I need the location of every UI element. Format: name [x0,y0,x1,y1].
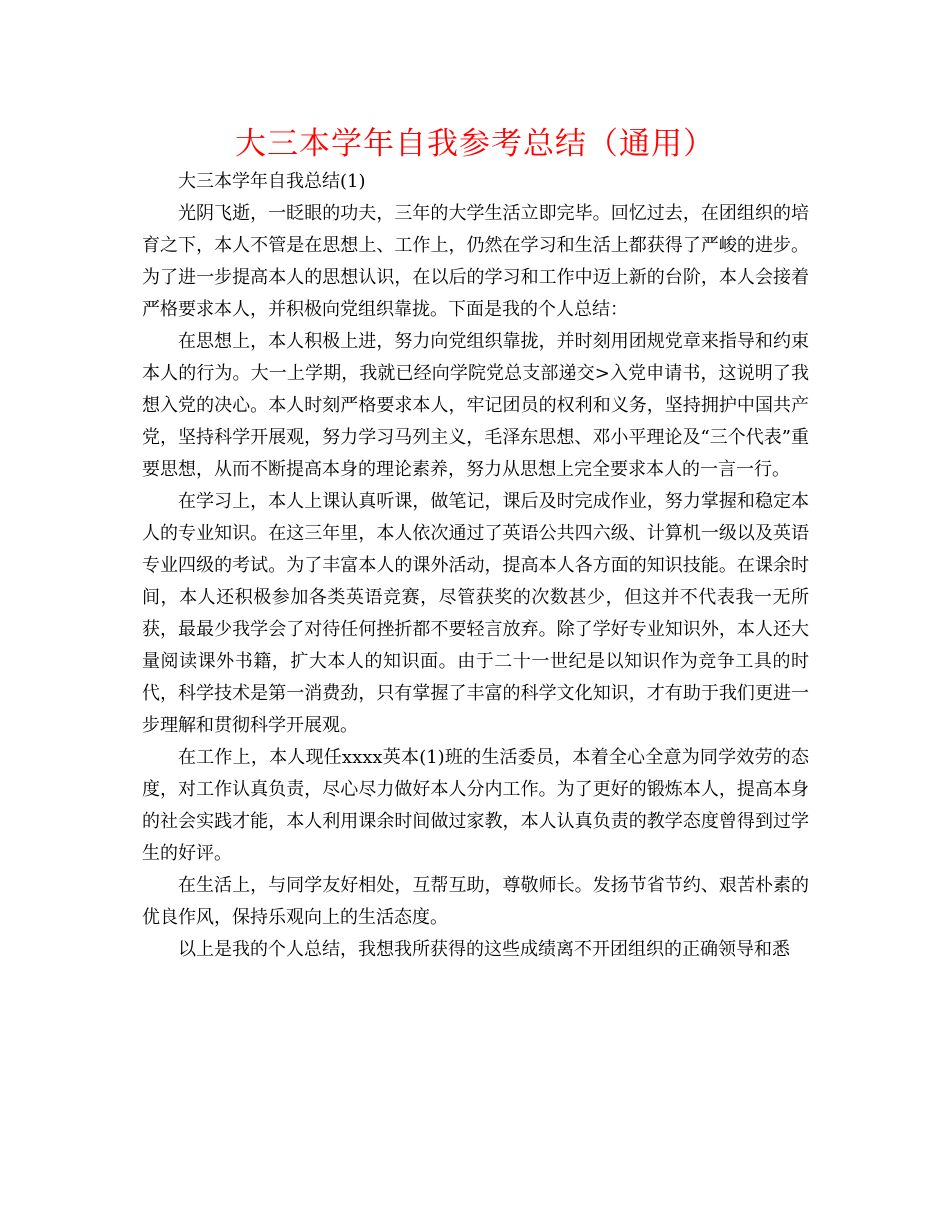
paragraph-intro: 光阴飞逝，一眨眼的功夫，三年的大学生活立即完毕。回忆过去，在团组织的培育之下，本人不管是在思想上、工作上，仍然在学习和生活上都获得了严峻的进步。为了进一步提高本人的思想认识，在以后的学习和工作中迈上新的台阶，本人会接着严格要求本人，并积极向党组织靠拢。下面是我的个人总结： [142,203,809,320]
paragraph-life: 在生活上，与同学友好相处，互帮互助，尊敬师长。发扬节省节约、艰苦朴素的优良作风，保持乐观向上的生活态度。 [142,875,809,928]
paragraph-conclusion: 以上是我的个人总结，我想我所获得的这些成绩离不开团组织的正确领导和悉 [178,939,790,960]
document-title: 大三本学年自我参考总结（通用） [235,126,715,162]
paragraph-thought: 在思想上，本人积极上进，努力向党组织靠拢，并时刻用团规党章来指导和约束本人的行为。大一上学期，我就已经向学院党总支部递交>入党申请书，这说明了我想入党的决心。本人时刻严格要求本人，牢记团员的权利和义务，坚持拥护中国共产党，坚持科学开展观，努力学习马列主义，毛泽东思想、邓小平理论及“三个代表”重要思想，从而不断提高本身的理论素养，努力从思想上完全要求本人的一言一行。 [142,331,809,480]
paragraph-study: 在学习上，本人上课认真听课，做笔记，课后及时完成作业，努力掌握和稳定本人的专业知识。在这三年里，本人依次通过了英语公共四六级、计算机一级以及英语专业四级的考试。为了丰富本人的课外活动，提高本人各方面的知识技能。在课余时间，本人还积极参加各类英语竞赛，尽管获奖的次数甚少，但这并不代表我一无所获，最最少我学会了对待任何挫折都不要轻言放弃。除了学好专业知识外，本人还大量阅读课外书籍，扩大本人的知识面。由于二十一世纪是以知识作为竞争工具的时代，科学技术是第一消费劲，只有掌握了丰富的科学文化知识，才有助于我们更进一步理解和贯彻科学开展观。 [142,491,809,736]
document-subtitle: 大三本学年自我总结(1) [178,171,366,192]
document-body [142,166,809,966]
paragraph-work: 在工作上，本人现任xxxx英本(1)班的生活委员，本着全心全意为同学效劳的态度，对工作认真负责，尽心尽力做好本人分内工作。为了更好的锻炼本人，提高本身的社会实践才能，本人利用课余时间做过家教，本人认真负责的教学态度曾得到过学生的好评。 [142,747,809,864]
